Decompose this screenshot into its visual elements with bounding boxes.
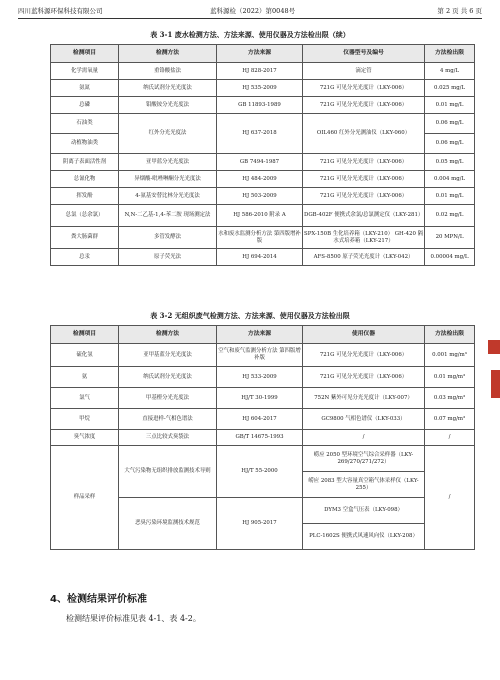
cell-item: 氨氮 bbox=[51, 80, 119, 97]
cell-limit: 0.01 mg/L bbox=[425, 188, 475, 205]
cell-source: HJ 604-2017 bbox=[217, 409, 303, 430]
company-name: 四川蓝科源环保科技有限公司 bbox=[18, 7, 103, 15]
col-header-source: 方法来源 bbox=[217, 45, 303, 63]
table-row bbox=[51, 205, 475, 227]
cell-method: 甲基橙分光光度法 bbox=[119, 388, 217, 409]
cell-instrument: 752N 紫外可见分光光度计（LKY-007） bbox=[303, 388, 425, 409]
col-header-instrument: 仪器型号及编号 bbox=[303, 45, 425, 63]
cell-source: HJ 828-2017 bbox=[217, 63, 303, 80]
cell-instrument: 721G 可见分光光度计（LKY-006） bbox=[303, 188, 425, 205]
cell-limit: 0.06 mg/L bbox=[425, 134, 475, 154]
cell-item: 样品采样 bbox=[51, 446, 119, 550]
cell-item: 粪大肠菌群 bbox=[51, 227, 119, 249]
cell-item: 总磷 bbox=[51, 97, 119, 114]
cell-method: 三点比较式臭袋法 bbox=[119, 430, 217, 446]
cell-limit: 0.00004 mg/L bbox=[425, 249, 475, 266]
cell-limit: 0.07 mg/m³ bbox=[425, 409, 475, 430]
cell-instrument: 721G 可见分光光度计（LKY-006） bbox=[303, 97, 425, 114]
cell-method: 直接进样-气相色谱法 bbox=[119, 409, 217, 430]
table-row bbox=[51, 154, 475, 171]
cell-source: HJ/T 30-1999 bbox=[217, 388, 303, 409]
cell-source: HJ 694-2014 bbox=[217, 249, 303, 266]
col-header-method: 检测方法 bbox=[119, 326, 217, 344]
cell-source: HJ 586-2010 附录 A bbox=[217, 205, 303, 227]
cell-source: GB/T 14675-1993 bbox=[217, 430, 303, 446]
col-header-limit: 方法检出限 bbox=[425, 326, 475, 344]
seal-fragment bbox=[491, 370, 500, 398]
cell-method: 异烟酸-吡唑啉酮分光光度法 bbox=[119, 171, 217, 188]
cell-method: N,N-二乙基-1,4-苯二胺 现场测定法 bbox=[119, 205, 217, 227]
col-header-instrument: 使用仪器 bbox=[303, 326, 425, 344]
cell-item: 化学需氧量 bbox=[51, 63, 119, 80]
cell-item: 总汞 bbox=[51, 249, 119, 266]
cell-limit: / bbox=[425, 430, 475, 446]
cell-item: 动植物油类 bbox=[51, 134, 119, 154]
cell-item: 臭气浓度 bbox=[51, 430, 119, 446]
cell-limit: 0.05 mg/L bbox=[425, 154, 475, 171]
cell-limit: / bbox=[425, 446, 475, 550]
cell-item: 石油类 bbox=[51, 114, 119, 134]
cell-source: 水和废水监测分析方法 第四版增补版 bbox=[217, 227, 303, 249]
cell-method: 钼酸铵分光光度法 bbox=[119, 97, 217, 114]
cell-instrument: / bbox=[303, 430, 425, 446]
page-header bbox=[18, 4, 482, 19]
cell-source: GB 7494-1987 bbox=[217, 154, 303, 171]
table-row bbox=[51, 63, 475, 80]
cell-method: 恶臭污染环境监测技术规范 bbox=[119, 498, 217, 550]
table-row bbox=[51, 114, 475, 134]
cell-limit: 0.001 mg/m³ bbox=[425, 344, 475, 367]
col-header-item: 检测项目 bbox=[51, 326, 119, 344]
cell-instrument: 721G 可见分光光度计（LKY-006） bbox=[303, 367, 425, 388]
seal-fragment bbox=[488, 340, 500, 354]
report-number: 蓝科源检（2022）第0048号 bbox=[210, 7, 296, 15]
cell-source: GB 11893-1989 bbox=[217, 97, 303, 114]
table2-caption: 表 3-2 无组织废气检测方法、方法来源、使用仪器及方法检出限 bbox=[150, 311, 350, 320]
cell-method: 原子荧光法 bbox=[119, 249, 217, 266]
cell-limit: 0.004 mg/L bbox=[425, 171, 475, 188]
cell-source: HJ 503-2009 bbox=[217, 188, 303, 205]
cell-limit: 0.02 mg/L bbox=[425, 205, 475, 227]
cell-source: HJ 533-2009 bbox=[217, 367, 303, 388]
cell-instrument: PLC-1602S 便携式风速风向仪（LKY-208） bbox=[303, 524, 425, 550]
cell-limit: 0.025 mg/L bbox=[425, 80, 475, 97]
cell-source: HJ 637-2018 bbox=[217, 114, 303, 154]
cell-method: 红外分光光度法 bbox=[119, 114, 217, 154]
table-row bbox=[51, 430, 475, 446]
cell-instrument: GC9800 气相色谱仪（LKY-033） bbox=[303, 409, 425, 430]
page-number: 第 2 页 共 6 页 bbox=[437, 7, 482, 15]
table-row bbox=[51, 188, 475, 205]
cell-method: 亚甲基蓝分光光度法 bbox=[119, 344, 217, 367]
table1-caption: 表 3-1 废水检测方法、方法来源、使用仪器及方法检出限（续） bbox=[150, 30, 350, 39]
col-header-item: 检测项目 bbox=[51, 45, 119, 63]
cell-instrument: OIL460 红外分光测油仪（LKY-060） bbox=[303, 114, 425, 154]
cell-method: 大气污染物无组织排放监测技术导则 bbox=[119, 446, 217, 498]
cell-item: 总氰化物 bbox=[51, 171, 119, 188]
cell-source: HJ 535-2009 bbox=[217, 80, 303, 97]
cell-item: 氨 bbox=[51, 367, 119, 388]
cell-instrument: 崂应 2083 型大容量真空箱气体采样仪（LKY-255） bbox=[303, 472, 425, 498]
cell-source: 空气和废气监测分析方法 第四版增补版 bbox=[217, 344, 303, 367]
cell-item: 硫化氢 bbox=[51, 344, 119, 367]
cell-instrument: 721G 可见分光光度计（LKY-006） bbox=[303, 80, 425, 97]
cell-source: HJ/T 55-2000 bbox=[217, 446, 303, 498]
col-header-method: 检测方法 bbox=[119, 45, 217, 63]
table-row bbox=[51, 249, 475, 266]
cell-limit: 0.01 mg/m³ bbox=[425, 367, 475, 388]
cell-source: HJ 905-2017 bbox=[217, 498, 303, 550]
cell-instrument: DGB-402F 便携式余氯/总氯测定仪（LKY-281） bbox=[303, 205, 425, 227]
cell-method: 重铬酸盐法 bbox=[119, 63, 217, 80]
col-header-limit: 方法检出限 bbox=[425, 45, 475, 63]
cell-instrument: AFS-8500 原子荧光光度计（LKY-042） bbox=[303, 249, 425, 266]
table-row bbox=[51, 227, 475, 249]
table-row bbox=[51, 446, 475, 472]
cell-limit: 4 mg/L bbox=[425, 63, 475, 80]
cell-source: HJ 484-2009 bbox=[217, 171, 303, 188]
cell-limit: 0.06 mg/L bbox=[425, 114, 475, 134]
cell-instrument: DYM3 空盒气压表（LKY-098） bbox=[303, 498, 425, 524]
col-header-source: 方法来源 bbox=[217, 326, 303, 344]
cell-item: 阴离子表面活性剂 bbox=[51, 154, 119, 171]
cell-item: 总氯（总余氯） bbox=[51, 205, 119, 227]
table-row bbox=[51, 171, 475, 188]
table-row bbox=[51, 388, 475, 409]
cell-instrument: 721G 可见分光光度计（LKY-006） bbox=[303, 171, 425, 188]
cell-item: 氯气 bbox=[51, 388, 119, 409]
cell-item: 甲烷 bbox=[51, 409, 119, 430]
cell-instrument: 滴定管 bbox=[303, 63, 425, 80]
cell-instrument: 721G 可见分光光度计（LKY-006） bbox=[303, 344, 425, 367]
cell-limit: 0.03 mg/m³ bbox=[425, 388, 475, 409]
section-heading: 4、检测结果评价标准 bbox=[50, 594, 147, 605]
cell-method: 亚甲蓝分光光度法 bbox=[119, 154, 217, 171]
cell-item: 挥发酚 bbox=[51, 188, 119, 205]
cell-limit: 0.01 mg/L bbox=[425, 97, 475, 114]
cell-instrument: 721G 可见分光光度计（LKY-006） bbox=[303, 154, 425, 171]
cell-instrument: SPX-150B 生化培养箱（LKY-210） GH-420 隔水式培养箱（LKY-217） bbox=[303, 227, 425, 249]
table-row bbox=[51, 97, 475, 114]
cell-limit: 20 MPN/L bbox=[425, 227, 475, 249]
cell-method: 纳氏试剂分光光度法 bbox=[119, 80, 217, 97]
table-row bbox=[51, 80, 475, 97]
table-air-methods bbox=[50, 325, 475, 550]
table-row bbox=[51, 367, 475, 388]
table-row bbox=[51, 344, 475, 367]
cell-method: 纳氏试剂分光光度法 bbox=[119, 367, 217, 388]
table-row bbox=[51, 409, 475, 430]
table-wastewater-methods bbox=[50, 44, 475, 266]
cell-instrument: 崂应 2050 型环境空气综合采样器（LKY-269/270/271/272） bbox=[303, 446, 425, 472]
cell-method: 多管发酵法 bbox=[119, 227, 217, 249]
section-paragraph: 检测结果评价标准见表 4-1、表 4-2。 bbox=[66, 614, 201, 623]
cell-method: 4-氨基安替比林分光光度法 bbox=[119, 188, 217, 205]
